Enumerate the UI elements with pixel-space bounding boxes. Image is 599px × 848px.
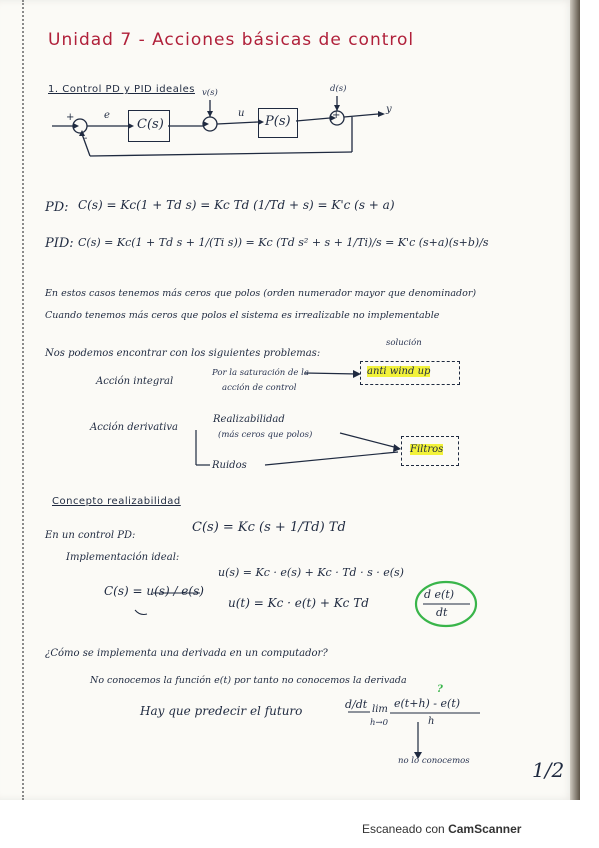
plant-block [258, 108, 298, 138]
scanner-watermark [362, 822, 521, 836]
ideal-implementation: Implementación ideal: [66, 552, 180, 563]
pid-label: PID: [45, 236, 74, 251]
page-title: Unidad 7 - Acciones básicas de control [48, 30, 415, 50]
controller-label: C(s) [137, 117, 164, 132]
derivative-issue-realizability: Realizabilidad [213, 414, 285, 425]
pd-label: PD: [45, 200, 69, 215]
ut-equation: u(t) = Kc · e(t) + Kc Td [228, 596, 369, 610]
section1-heading: 1. Control PD y PID ideales [48, 84, 195, 95]
us-equation: u(s) = Kc · e(s) + Kc · Td · s · e(s) [218, 566, 404, 579]
filters-box [401, 436, 459, 466]
limit-derivative: d/dt [345, 698, 368, 711]
note-more-zeros: En estos casos tenemos más ceros que polos (orden numerador mayor que denominador) [45, 288, 477, 299]
integral-desc-2: acción de control [222, 383, 297, 393]
anti-windup-solution: anti wind up [367, 366, 431, 377]
output-label: y [386, 104, 392, 115]
controller-block [128, 110, 170, 142]
derivative-denominator: dt [436, 606, 448, 619]
pid-equation: C(s) = Kc(1 + Td s + 1/(Ti s)) = Kc (Td s² + s + 1/Ti)/s = K'c (s+a)(s+b)/s [78, 236, 489, 249]
problems-intro: Nos podemos encontrar con los siguientes problemas: [45, 348, 321, 359]
unknown-question-mark: ? [437, 684, 443, 695]
solution-header: solución [386, 338, 422, 348]
scanned-prefix: Escaneado con [362, 822, 445, 836]
filters-solution: Filtros [410, 444, 444, 455]
pd-equation: C(s) = Kc(1 + Td s) = Kc Td (1/Td + s) = K'c (s + a) [78, 198, 395, 212]
plant-label: P(s) [265, 114, 291, 129]
sum3-plus-sign: + [332, 110, 341, 121]
disturbance-out-label: d(s) [330, 84, 347, 94]
note-irrealizable: Cuando tenemos más ceros que polos el sistema es irrealizable no implementable [45, 310, 440, 321]
unknown-function-answer: No conocemos la función e(t) por tanto no conocemos la derivada [90, 675, 407, 686]
pd-control-case: En un control PD: [45, 530, 136, 541]
limit-subscript: h→0 [370, 718, 389, 728]
disturbance-in-label: v(s) [202, 88, 218, 98]
cs-definition: C(s) = u(s) / e(s) [104, 584, 204, 598]
anti-windup-box [360, 361, 460, 385]
page-number: 1/2 [532, 758, 565, 782]
sum1-minus-sign: - [84, 133, 88, 144]
limit-text: lim [372, 704, 388, 715]
integral-desc-1: Por la saturación de la [212, 368, 309, 378]
realizability-heading: Concepto realizabilidad [52, 496, 181, 507]
computer-question: ¿Cómo se implementa una derivada en un computador? [45, 648, 328, 659]
scanner-app-name: CamScanner [448, 822, 522, 836]
derivative-action-label: Acción derivativa [90, 422, 178, 433]
derivative-issue-noise: Ruidos [212, 460, 247, 471]
integral-action-label: Acción integral [96, 376, 174, 387]
derivative-issue-more-zeros: (más ceros que polos) [218, 430, 313, 440]
derivative-numerator: d e(t) [424, 588, 455, 601]
sum1-plus-sign: + [66, 112, 75, 123]
signal-u-label: u [238, 108, 245, 119]
limit-denominator: h [428, 716, 435, 727]
pd-realizability-equation: C(s) = Kc (s + 1/Td) Td [192, 520, 346, 535]
limit-numerator: e(t+h) - e(t) [394, 697, 461, 710]
predict-future-text: Hay que predecir el futuro [140, 704, 303, 718]
unknown-note: no lo conocemos [398, 756, 470, 766]
error-label: e [104, 110, 110, 121]
